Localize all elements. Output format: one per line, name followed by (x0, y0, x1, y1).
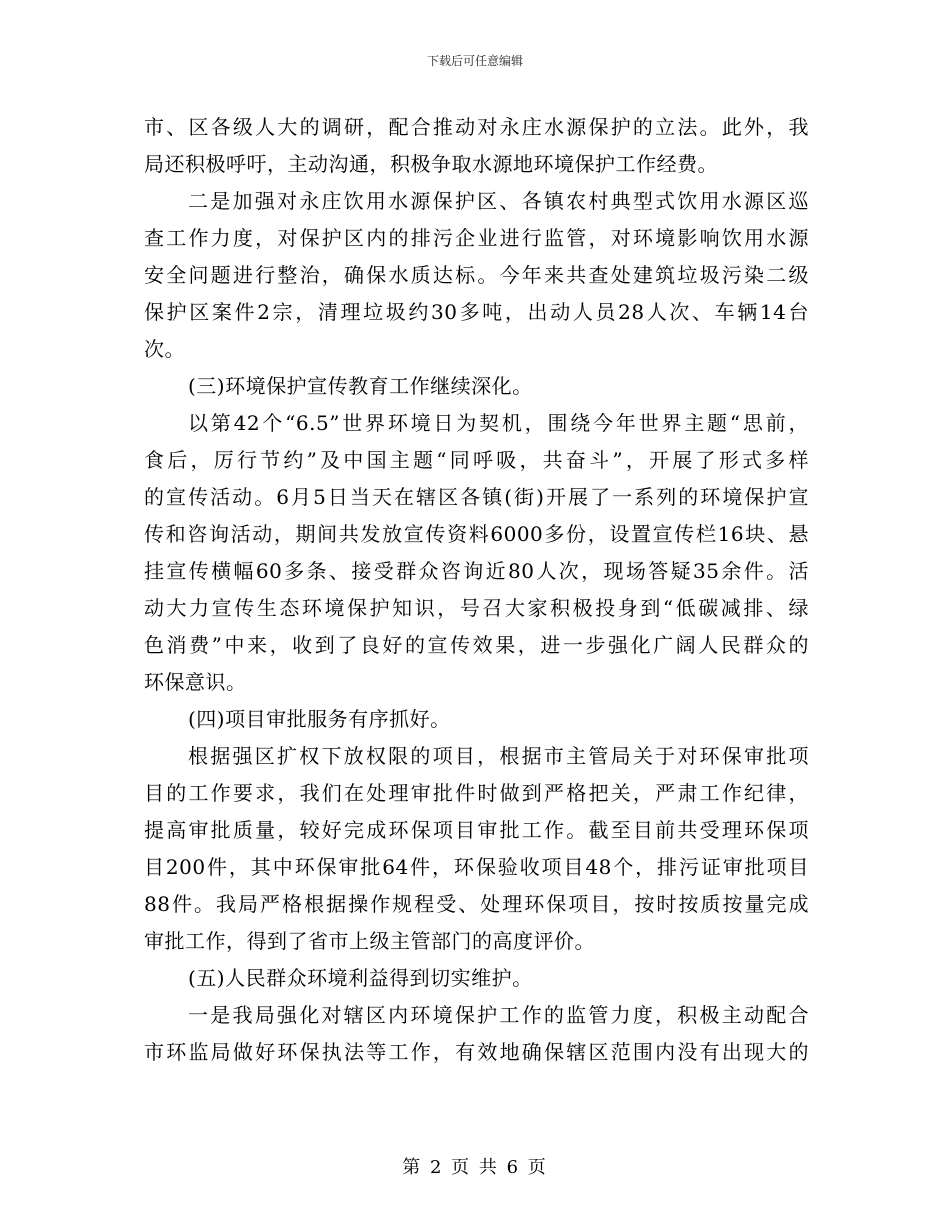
text-line: 88件。我局严格根据操作规程受、处理环保项目，按时按质按量完成 (144, 892, 809, 916)
text-line: 食后，厉行节约”及中国主题“同呼吸，共奋斗”，开展了形式多样 (144, 448, 809, 472)
text-line: 提高审批质量，较好完成环保项目审批工作。截至目前共受理环保项 (144, 818, 809, 842)
text-line: 目的工作要求，我们在处理审批件时做到严格把关，严肃工作纪律， (144, 781, 809, 805)
text-line: 色消费”中来，收到了良好的宣传效果，进一步强化广阔人民群众的 (144, 633, 809, 657)
text-line: 的宣传活动。6月5日当天在辖区各镇(街)开展了一系列的环境保护宣 (144, 485, 809, 509)
page-footer: 第 2 页 共 6 页 (402, 1157, 548, 1178)
text-line: 市、区各级人大的调研，配合推动对永庄水源保护的立法。此外，我 (144, 115, 809, 139)
section-heading: (三)环境保护宣传教育工作继续深化。 (188, 374, 533, 398)
text-line: 目200件，其中环保审批64件，环保验收项目48个，排污证审批项目 (144, 855, 809, 879)
text-line: 环保意识。 (144, 670, 247, 694)
document-body (144, 109, 809, 1071)
text-line: 传和咨询活动，期间共发放宣传资料6000多份，设置宣传栏16块、悬 (144, 522, 809, 546)
section-heading: (五)人民群众环境利益得到切实维护。 (188, 966, 533, 990)
text-line: 审批工作，得到了省市上级主管部门的高度评价。 (144, 929, 595, 953)
text-line: 安全问题进行整治，确保水质达标。今年来共查处建筑垃圾污染二级 (144, 263, 809, 287)
text-line: 动大力宣传生态环境保护知识，号召大家积极投身到“低碳减排、绿 (144, 596, 809, 620)
text-line: 挂宣传横幅60多条、接受群众咨询近80人次，现场答疑35余件。活 (144, 559, 809, 583)
text-line: 局还积极呼吁，主动沟通，积极争取水源地环境保护工作经费。 (144, 152, 718, 176)
text-line: 一是我局强化对辖区内环境保护工作的监管力度，积极主动配合 (188, 1003, 809, 1027)
text-line: 二是加强对永庄饮用水源保护区、各镇农村典型式饮用水源区巡 (188, 189, 809, 213)
text-line: 以第42个“6.5”世界环境日为契机，围绕今年世界主题“思前， (188, 411, 809, 435)
section-heading: (四)项目审批服务有序抓好。 (188, 707, 451, 731)
text-line: 次。 (144, 337, 185, 361)
text-line: 市环监局做好环保执法等工作，有效地确保辖区范围内没有出现大的 (144, 1040, 809, 1064)
text-line: 根据强区扩权下放权限的项目，根据市主管局关于对环保审批项 (188, 744, 809, 768)
text-line: 保护区案件2宗，清理垃圾约30多吨，出动人员28人次、车辆14台 (144, 300, 809, 324)
page-header: 下载后可任意编辑 (426, 54, 523, 68)
text-line: 查工作力度，对保护区内的排污企业进行监管，对环境影响饮用水源 (144, 226, 809, 250)
